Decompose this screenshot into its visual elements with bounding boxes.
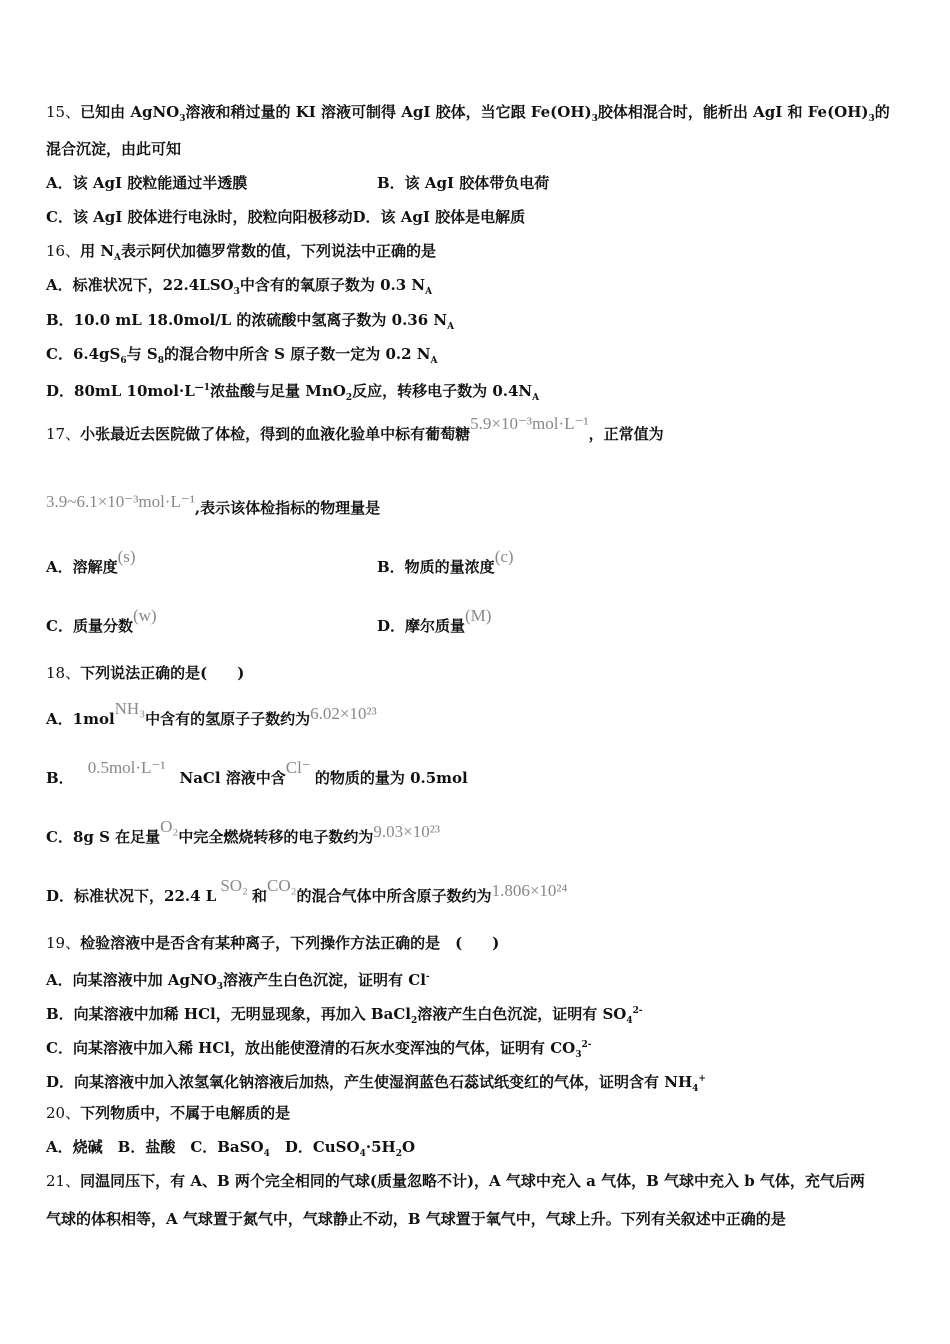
q15-option-b: B．该 AgI 胶体带负电荷 <box>377 174 550 192</box>
q17-stem-line2: 3.9~6.1×10⁻³mol·L⁻¹,表示该体检指标的物理量是 <box>46 492 381 517</box>
q16-stem: 16、用 $N_A$表示阿伏加德罗常数的值，下列说法中正确的是 <box>46 242 437 263</box>
question-number: 21、 <box>46 1172 81 1190</box>
q16-option-b: B．10.0 mL 18.0mol/L 的浓硫酸中氢离子数为 0.36 $N_A$ <box>46 311 455 332</box>
symbol-w: (w) <box>132 606 157 625</box>
q17-stem: 17、小张最近去医院做了体检，得到的血液化验单中标有葡萄糖5.9×10⁻³mol·L⁻¹，正常值为 <box>46 414 664 443</box>
q18-stem: 18、下列说法正确的是( ) <box>46 664 245 682</box>
q17-option-b: B．物质的量浓度(c) <box>377 547 514 576</box>
q17-option-d: D．摩尔质量(M) <box>377 606 492 635</box>
q15-stem: 15、已知由 AgNO$_3$溶液和稍过量的 KI 溶液可制得 AgI 胶体，当它跟 $Fe(OH)_3$胶体相混合时，能析出 AgI 和 $Fe(OH)_3$的 <box>46 103 890 124</box>
symbol-m: (M) <box>465 606 492 625</box>
q15-option-cd: C．该 AgI 胶体进行电泳时，胶粒向阳极移动D．该 AgI 胶体是电解质 <box>46 208 526 226</box>
question-number: 20、 <box>46 1104 81 1122</box>
q19-stem: 19、检验溶液中是否含有某种离子，下列操作方法正确的是 ( ) <box>46 934 500 952</box>
formula-normal-range: 3.9~6.1×10⁻³mol·L⁻¹ <box>46 492 195 511</box>
q19-option-b: B．向某溶液中加稀 HCl，无明显现象，再加入 BaCl$_2$溶液产生白色沉淀，证明有 $SO_4^{2-}$ <box>46 1005 643 1026</box>
formula-9-03e23: 9.03×10²³ <box>373 822 440 841</box>
symbol-s: (s) <box>117 547 136 566</box>
q16-option-c: C．$6.4gS_6$与 $S_8$的混合物中所含 S 原子数一定为 0.2 $N_A$ <box>46 345 438 366</box>
q19-option-c: C．向某溶液中加入稀 HCl，放出能使澄清的石灰水变浑浊的气体，证明有 $CO_3^{2-}$ <box>46 1039 592 1060</box>
q18-option-a: A．1molNH₃中含有的氢原子子数约为6.02×10²³ <box>46 699 377 728</box>
q18-option-d: D．标准状况下，22.4 LSO₂和CO₂的混合气体中所含原子数约为1.806×10²⁴ <box>46 876 568 905</box>
q19-option-a: A．向某溶液中加 AgNO$_3$溶液产生白色沉淀，证明有 Cl- <box>46 971 430 992</box>
formula-1-806e24: 1.806×10²⁴ <box>491 881 568 900</box>
q19-option-d: D．向某溶液中加入浓氢氧化钠溶液后加热，产生使湿润蓝色石蕊试纸变红的气体，证明含有 $NH_4^+$ <box>46 1073 706 1094</box>
formula-concentration: 0.5mol·L⁻¹ <box>87 758 166 777</box>
formula-6-02e23: 6.02×10²³ <box>310 704 377 723</box>
q15-stem-line2: 混合沉淀，由此可知 <box>46 140 182 158</box>
q16-option-d: D．80mL $10mol\cdot L^{—1}$浓盐酸与足量 MnO$_2$反应，转移电子数为 $0.4N_A$ <box>46 382 540 403</box>
formula-co2: CO₂ <box>267 876 297 895</box>
q21-stem-line2: 气球的体积相等，A 气球置于氮气中，气球静止不动，B 气球置于氧气中，气球上升。下列有关叙述中正确的是 <box>46 1210 786 1228</box>
q21-stem: 21、同温同压下，有 A、B 两个完全相同的气球(质量忽略不计)，A 气球中充入 a 气体，B 气球中充入 b 气体，充气后两 <box>46 1172 865 1190</box>
q18-option-c: C．8g S 在足量O₂中完全燃烧转移的电子数约为9.03×10²³ <box>46 817 440 846</box>
question-number: 16、 <box>46 242 81 260</box>
formula-cl-ion: Cl⁻ <box>285 758 311 777</box>
question-number: 18、 <box>46 664 81 682</box>
q20-options: A．烧碱 B．盐酸 C．BaSO$_4$ D．$CuSO_4\cdot 5H_2O$ <box>46 1138 416 1159</box>
q17-option-a: A．溶解度(s) <box>46 547 136 576</box>
symbol-c: (c) <box>494 547 514 566</box>
question-number: 17、 <box>46 425 81 443</box>
q18-option-b: B．0.5mol·L⁻¹NaCl 溶液中含Cl⁻的物质的量为 0.5mol <box>46 758 468 787</box>
q17-option-c: C．质量分数(w) <box>46 606 157 635</box>
question-number: 15、 <box>46 103 81 121</box>
formula-o2: O₂ <box>160 817 179 836</box>
formula-so2: SO₂ <box>220 876 248 895</box>
q16-option-a: A．标准状况下，$22.4LSO_3$中含有的氧原子数为 0.3 $N_A$ <box>46 276 433 297</box>
question-number: 19、 <box>46 934 81 952</box>
formula-nh3: NH₃ <box>114 699 146 718</box>
formula-glucose-value: 5.9×10⁻³mol·L⁻¹ <box>470 414 589 433</box>
q20-stem: 20、下列物质中，不属于电解质的是 <box>46 1104 291 1122</box>
q15-option-a: A．该 AgI 胶粒能通过半透膜 <box>46 174 248 192</box>
